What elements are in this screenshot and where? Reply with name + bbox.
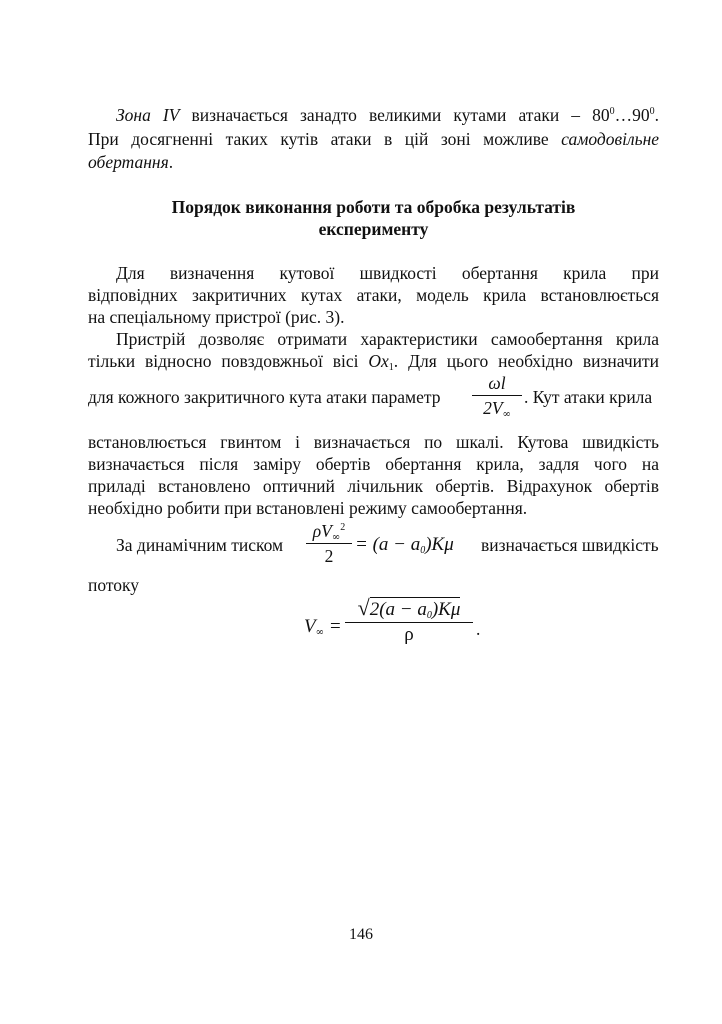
param-numerator: ωl bbox=[488, 373, 506, 393]
zone4-line2-text: При досягненні таких кутів атаки в цій зоні можливе bbox=[88, 129, 549, 149]
pressure-rhs-sub: 0 bbox=[420, 545, 426, 556]
angular-line-1: Для визначення кутової швидкості обертання крила при bbox=[116, 263, 659, 283]
device-line2-post: . Для цього необхідно визначити bbox=[393, 351, 659, 371]
velocity-num-sub: 0 bbox=[426, 610, 432, 621]
pressure-rhs-end: )Kμ bbox=[425, 534, 454, 555]
axis-label: Ox bbox=[368, 351, 389, 371]
velocity-numerator bbox=[345, 596, 473, 622]
section-heading-line-1: Порядок виконання роботи та обробка результатів bbox=[171, 197, 576, 217]
axis-subscript: 1 bbox=[388, 362, 394, 373]
pressure-denominator: 2 bbox=[324, 546, 334, 566]
velocity-lhs bbox=[304, 616, 324, 638]
velocity-period: . bbox=[476, 619, 481, 639]
device-line-4: встановлюється гвинтом і визначається по шкалі. Кутова швидкість bbox=[88, 432, 659, 452]
zone4-text: визначається занадто великими кутами атаки – 80 bbox=[179, 105, 610, 125]
device-line-1: Пристрій дозволяє отримати характеристики самообертання крила bbox=[116, 329, 659, 349]
device-line2-pre: тільки відносно повздовжньої вісі bbox=[88, 351, 369, 371]
param-fraction bbox=[472, 371, 522, 420]
zone4-line-3 bbox=[88, 151, 659, 173]
pressure-fraction bbox=[306, 519, 352, 568]
velocity-num-text: 2(a − a bbox=[369, 599, 427, 620]
velocity-equals: = bbox=[330, 616, 341, 637]
pressure-post: визначається швидкість bbox=[481, 535, 659, 555]
zone4-range: …90 bbox=[614, 105, 650, 125]
section-heading-line-2: експерименту bbox=[318, 219, 429, 239]
pressure-pre: За динамічним тиском bbox=[116, 535, 284, 555]
zone4-line3-period: . bbox=[168, 152, 174, 172]
zone4-label: Зона IV bbox=[116, 105, 180, 125]
pressure-rhs-text: = (a − a bbox=[355, 534, 421, 555]
zone4-period: . bbox=[654, 105, 659, 125]
param-denominator bbox=[472, 396, 522, 420]
device-line-7: необхідно робити при встановлені режиму самообертання. bbox=[88, 498, 528, 518]
velocity-denominator: ρ bbox=[404, 624, 414, 645]
pressure-line-2: потоку bbox=[88, 575, 140, 595]
velocity-fraction bbox=[345, 596, 473, 647]
device-line3-pre: для кожного закритичного кута атаки параметр bbox=[88, 387, 441, 407]
device-line3-post: . Кут атаки крила bbox=[524, 387, 653, 407]
page-number: 146 bbox=[349, 926, 373, 943]
param-den-sub: ∞ bbox=[502, 409, 511, 420]
angular-line-3: на спеціальному пристрої (рис. 3). bbox=[88, 307, 345, 327]
zone4-line3-italic: обертання bbox=[88, 152, 169, 172]
zone4-line-1 bbox=[116, 104, 659, 126]
velocity-num-end: )Kμ bbox=[431, 599, 461, 620]
sqrt-radicand bbox=[370, 597, 461, 620]
velocity-lhs-text: V bbox=[304, 616, 316, 637]
degree-sup-1: 0 bbox=[609, 106, 615, 117]
degree-sup-2: 0 bbox=[649, 106, 655, 117]
pressure-rhs bbox=[355, 534, 454, 556]
pressure-numerator bbox=[306, 519, 352, 543]
angular-line-2: відповідних закритичних кутах атаки, модель крила встановлюється bbox=[88, 285, 659, 305]
param-den-text: 2V bbox=[483, 398, 503, 418]
pressure-num-text: ρV bbox=[312, 521, 332, 541]
device-line-5: визначається після заміру обертів обертання крила, задля чого на bbox=[88, 454, 659, 474]
velocity-lhs-sub: ∞ bbox=[315, 627, 324, 638]
device-line-6: приладі встановлено оптичний лічильник обертів. Відрахунок обертів bbox=[88, 476, 659, 496]
zone4-line2-italic: самодовільне bbox=[561, 129, 660, 149]
pressure-num-sup: 2 bbox=[340, 522, 346, 533]
device-line-2 bbox=[88, 350, 659, 372]
zone4-line-2 bbox=[88, 128, 659, 150]
pressure-num-sub: ∞ bbox=[331, 532, 341, 543]
sqrt-icon: √ bbox=[357, 595, 370, 620]
